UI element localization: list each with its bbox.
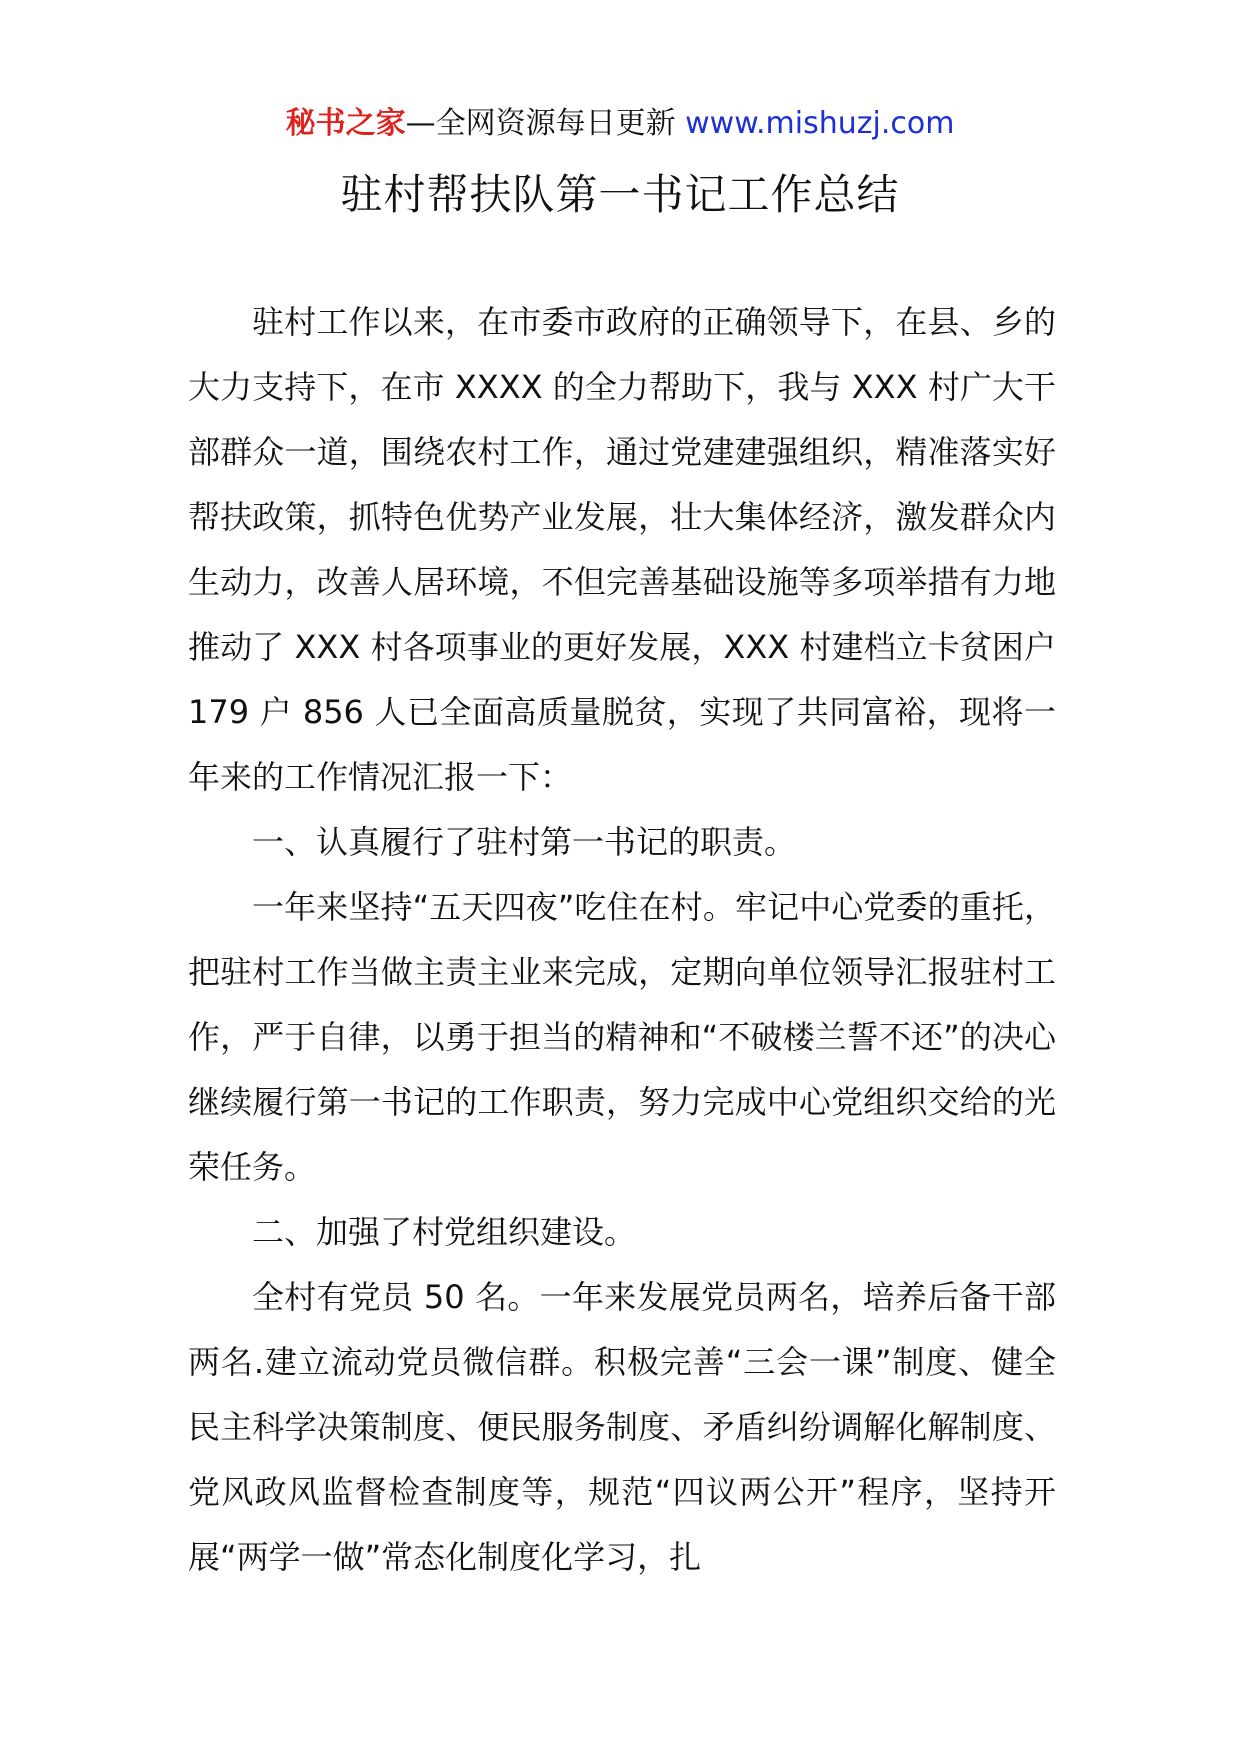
document-body xyxy=(188,290,1056,1590)
paragraph-intro: 驻村工作以来，在市委市政府的正确领导下，在县、乡的大力支持下，在市 XXXX 的全力帮助下，我与 XXX 村广大干部群众一道，围绕农村工作，通过党建建强组织，精准落实好帮扶政策，抓特色优势产业发展，壮大集体经济，激发群众内生动力，改善人居环境，不但完善基础设施等多项举措有力地推动了 XXX 村各项事业的更好发展，XXX 村建档立卡贫困户 179 户 856 人已全面高质量脱贫，实现了共同富裕，现将一年来的工作情况汇报一下： xyxy=(188,303,1056,796)
header-tagline: —全网资源每日更新 xyxy=(405,106,686,141)
site-header xyxy=(0,102,1240,146)
paragraph-section-1: 一年来坚持“五天四夜”吃住在村。牢记中心党委的重托，把驻村工作当做主责主业来完成，定期向单位领导汇报驻村工作，严于自律，以勇于担当的精神和“不破楼兰誓不还”的决心继续履行第一书记的工作职责，努力完成中心党组织交给的光荣任务。 xyxy=(188,888,1056,1186)
section-heading-2: 二、加强了村党组织建设。 xyxy=(252,1213,637,1251)
brand-name: 秘书之家 xyxy=(285,106,406,141)
site-url-link[interactable]: www.mishuzj.com xyxy=(685,106,955,141)
section-heading-1: 一、认真履行了驻村第一书记的职责。 xyxy=(252,823,797,861)
paragraph-section-2: 全村有党员 50 名。一年来发展党员两名，培养后备干部两名.建立流动党员微信群。积极完善“三会一课”制度、健全民主科学决策制度、便民服务制度、矛盾纠纷调解化解制度、党风政风监督检查制度等，规范“四议两公开”程序，坚持开展“两学一做”常态化制度化学习，扎 xyxy=(188,1278,1056,1576)
document-title: 驻村帮扶队第一书记工作总结 xyxy=(340,170,900,219)
